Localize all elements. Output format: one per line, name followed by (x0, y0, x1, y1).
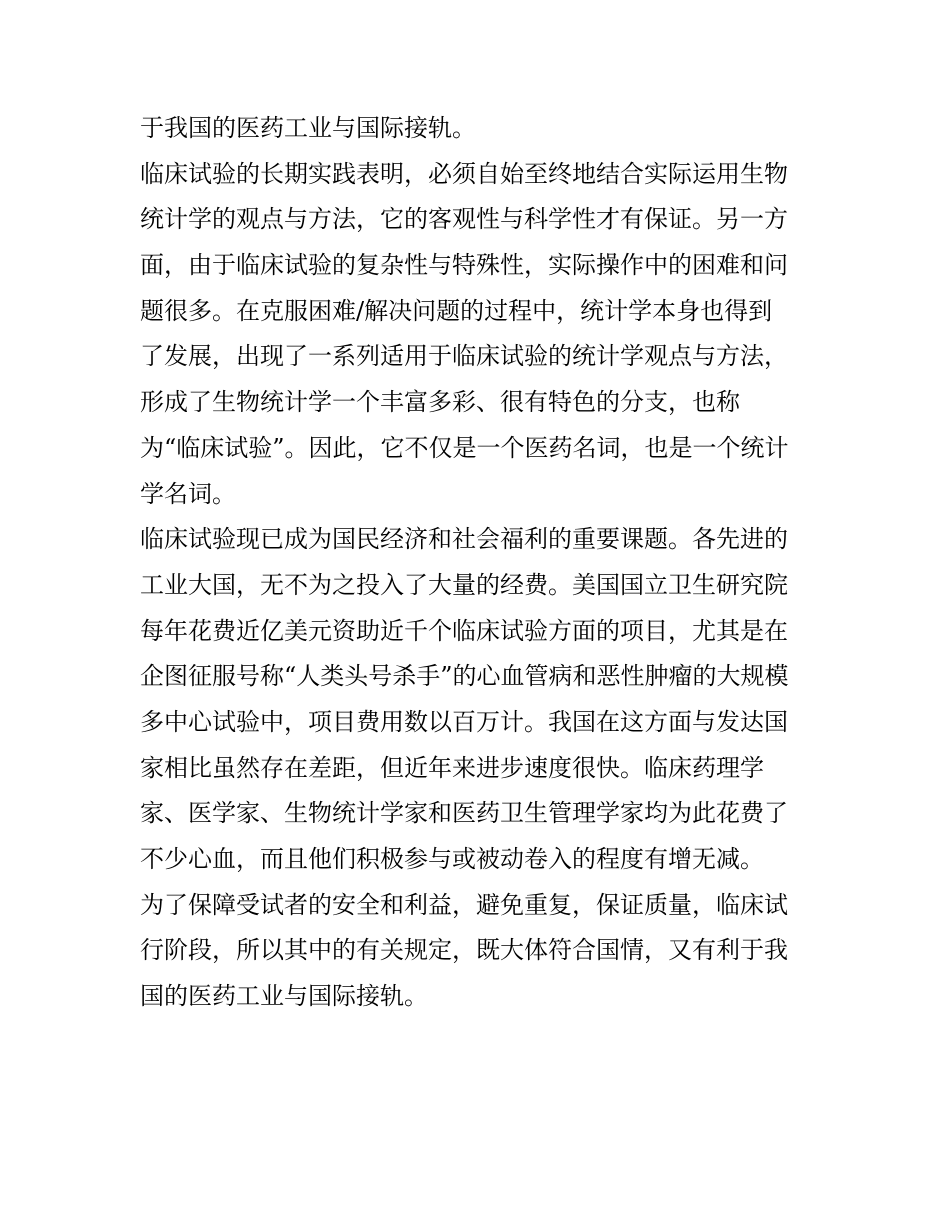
text-line: 学名词。 (140, 479, 236, 508)
text-line: 不少心血，而且他们积极参与或被动卷入的程度有增无减。 (140, 845, 764, 873)
text-line: 临床试验的长期实践表明，必须自始至终地结合实际运用生物 (140, 159, 788, 188)
text-line: 题很多。在克服困难/解决问题的过程中，统计学本身也得到 (140, 296, 773, 325)
text-line: 为“临床试验”。因此，它不仅是一个医药名词，也是一个统计 (140, 433, 789, 462)
text-line: 面，由于临床试验的复杂性与特殊性，实际操作中的困难和问 (140, 251, 788, 280)
text-line: 家相比虽然存在差距，但近年来进步速度很快。临床药理学 (140, 753, 764, 782)
text-line: 形成了生物统计学一个丰富多彩、很有特色的分支，也称 (140, 388, 740, 417)
body-text (140, 106, 830, 1020)
text-line: 统计学的观点与方法，它的客观性与科学性才有保证。另一方 (140, 205, 788, 234)
text-line: 工业大国，无不为之投入了大量的经费。美国国立卫生研究院 (140, 570, 788, 599)
text-line: 多中心试验中，项目费用数以百万计。我国在这方面与发达国 (140, 707, 788, 736)
text-line: 国的医药工业与国际接轨。 (140, 982, 428, 1011)
text-line: 于我国的医药工业与国际接轨。 (140, 114, 476, 142)
text-line: 企图征服号称“人类头号杀手”的心血管病和恶性肿瘤的大规模 (140, 662, 789, 691)
text-line: 临床试验现已成为国民经济和社会福利的重要课题。各先进的 (140, 525, 788, 554)
text-line: 行阶段，所以其中的有关规定，既大体符合国情，又有利于我 (140, 936, 788, 965)
text-line: 为了保障受试者的安全和利益，避免重复，保证质量，临床试 (140, 890, 788, 919)
text-line: 了发展，出现了一系列适用于临床试验的统计学观点与方法， (140, 342, 788, 371)
text-line: 每年花费近亿美元资助近千个临床试验方面的项目，尤其是在 (140, 616, 788, 645)
text-line: 家、医学家、生物统计学家和医药卫生管理学家均为此花费了 (140, 799, 788, 828)
